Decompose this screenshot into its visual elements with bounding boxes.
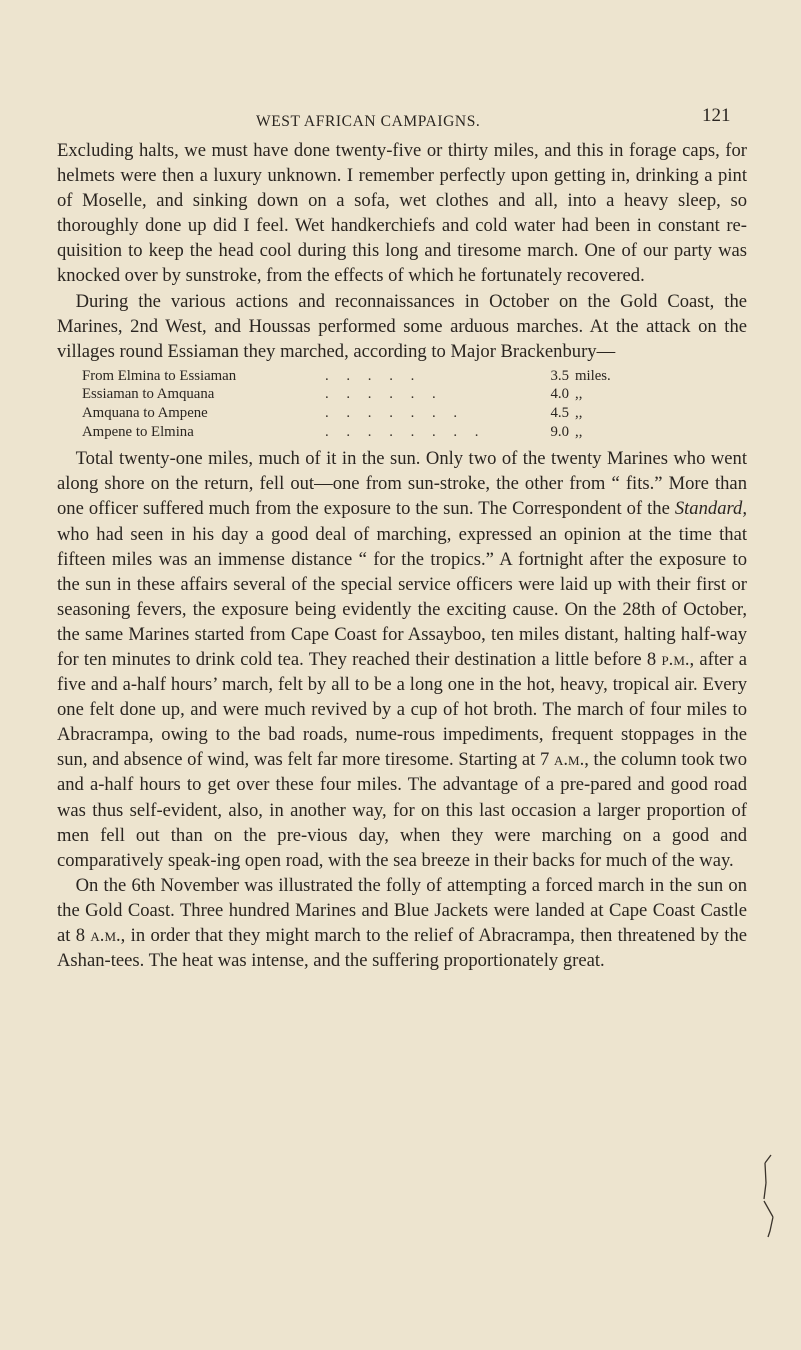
distance-row bbox=[82, 385, 627, 404]
paragraph-4 bbox=[57, 873, 747, 973]
distance-route: Amquana to Ampene bbox=[82, 405, 208, 422]
leader-dots: . . . . . . . bbox=[325, 405, 465, 422]
distance-row bbox=[82, 367, 627, 386]
time-pm: p.m., bbox=[661, 648, 695, 670]
leader-dots: . . . . . . bbox=[325, 386, 443, 403]
paragraph-3-part-1: Total twenty-one miles, much of it in the sun. Only two of the twenty Marines who went along shore on the return, fell out—one from sun-stroke, the other from “ fits.” More than one officer suffered much from the exposure to the sun. The Correspondent of the bbox=[57, 448, 747, 520]
time-am: a.m., bbox=[90, 925, 126, 946]
distance-unit: ,, bbox=[575, 386, 583, 403]
paragraph-2 bbox=[57, 289, 747, 364]
paragraph-1: Excluding halts, we must have done twenty-five or thirty miles, and this in forage caps, for helmets were then a luxury unknown. I remember perfectly upon getting in, drinking a pint of Moselle, and sinking down on a sofa, wet clothes and all, into a heavy sleep, so thoroughly done up did I feel. Wet handkerchiefs and cold water had been in constant re-quisition to keep the head cool during this long and tiresome march. One of our party was knocked over by sunstroke, from the effects of which he fortunately recovered. bbox=[57, 140, 747, 287]
margin-pencil-mark bbox=[759, 1153, 777, 1238]
distance-value: 9.0 bbox=[550, 423, 569, 440]
body-text bbox=[57, 138, 747, 973]
paragraph-3-part-2: who had seen in his day a good deal of marching, expressed an opinion at the time that fifteen miles was an immense distance “ for the tropics.” A fortnight after the exposure to the sun in these affairs several of the special service officers were laid up with their first or seasoning fevers, the exposure being evidently the exciting cause. On the 28th of October, the same Marines started from Cape Coast for Assayboo, ten miles distant, halting half-way for ten minutes to drink cold tea. They reached their destination a little before 8 bbox=[57, 523, 747, 670]
time-am: a.m., bbox=[553, 749, 589, 771]
newspaper-title: Standard, bbox=[674, 498, 747, 520]
leader-dots: . . . . . bbox=[325, 367, 422, 384]
running-head: WEST AFRICAN CAMPAIGNS. bbox=[256, 113, 481, 130]
distance-value: 4.0 bbox=[550, 386, 569, 403]
distance-route: Essiaman to Amquana bbox=[82, 386, 215, 403]
paragraph-4-part-1: On the 6th November was illustrated the folly of attempting a forced march in the sun on the Gold Coast. Three hundred Marines and Blue Jackets were landed at Cape Coast Castle at 8 bbox=[57, 874, 747, 946]
distance-route: From Elmina to Essiaman bbox=[82, 367, 237, 384]
page-number: 121 bbox=[702, 105, 731, 126]
paragraph-3 bbox=[57, 446, 747, 873]
paragraph-2-text: During the various actions and reconnaissances in October on the Gold Coast, the Marines, 2nd West, and Houssas performed some arduous marches. At the attack on the villages round Essiaman they marched, according to Major Brackenbury— bbox=[57, 290, 747, 362]
paragraph-3-part-3: after a five and a-half hours’ march, felt by all to be a long one in the hot, heavy, tropical air. Every one felt done up, and were much revived by a cup of hot broth. The march of four miles to Abracrampa, owing to the bad roads, nume-rous impediments, frequent stoppages in the sun, and absence of wind, was felt far more tiresome. Starting at 7 bbox=[57, 648, 747, 771]
paragraph-3-part-4: the column took two and a-half hours to get over these four miles. The advantage of a pre-pared and good road was thus self-evident, also, in another way, for on this last occasion a larger proportion of men fell out than on the pre-vious day, when they were marching on a good and comparatively speak-ing open road, with the sea breeze in their backs for much of the way. bbox=[57, 749, 747, 871]
distance-row bbox=[82, 404, 627, 423]
distance-unit: ,, bbox=[575, 405, 583, 422]
distance-value: 4.5 bbox=[550, 405, 569, 422]
distance-value: 3.5 bbox=[550, 367, 569, 384]
distance-unit: miles. bbox=[575, 367, 611, 384]
distance-row bbox=[82, 423, 627, 442]
paragraph-4-part-2: in order that they might march to the relief of Abracrampa, then threatened by the Ashan-tees. The heat was intense, and the suffering proportionately great. bbox=[57, 925, 748, 972]
distance-route: Ampene to Elmina bbox=[82, 423, 194, 440]
distance-unit: ,, bbox=[575, 423, 583, 440]
march-distances-table bbox=[82, 367, 627, 441]
leader-dots: . . . . . . . . bbox=[325, 423, 486, 440]
